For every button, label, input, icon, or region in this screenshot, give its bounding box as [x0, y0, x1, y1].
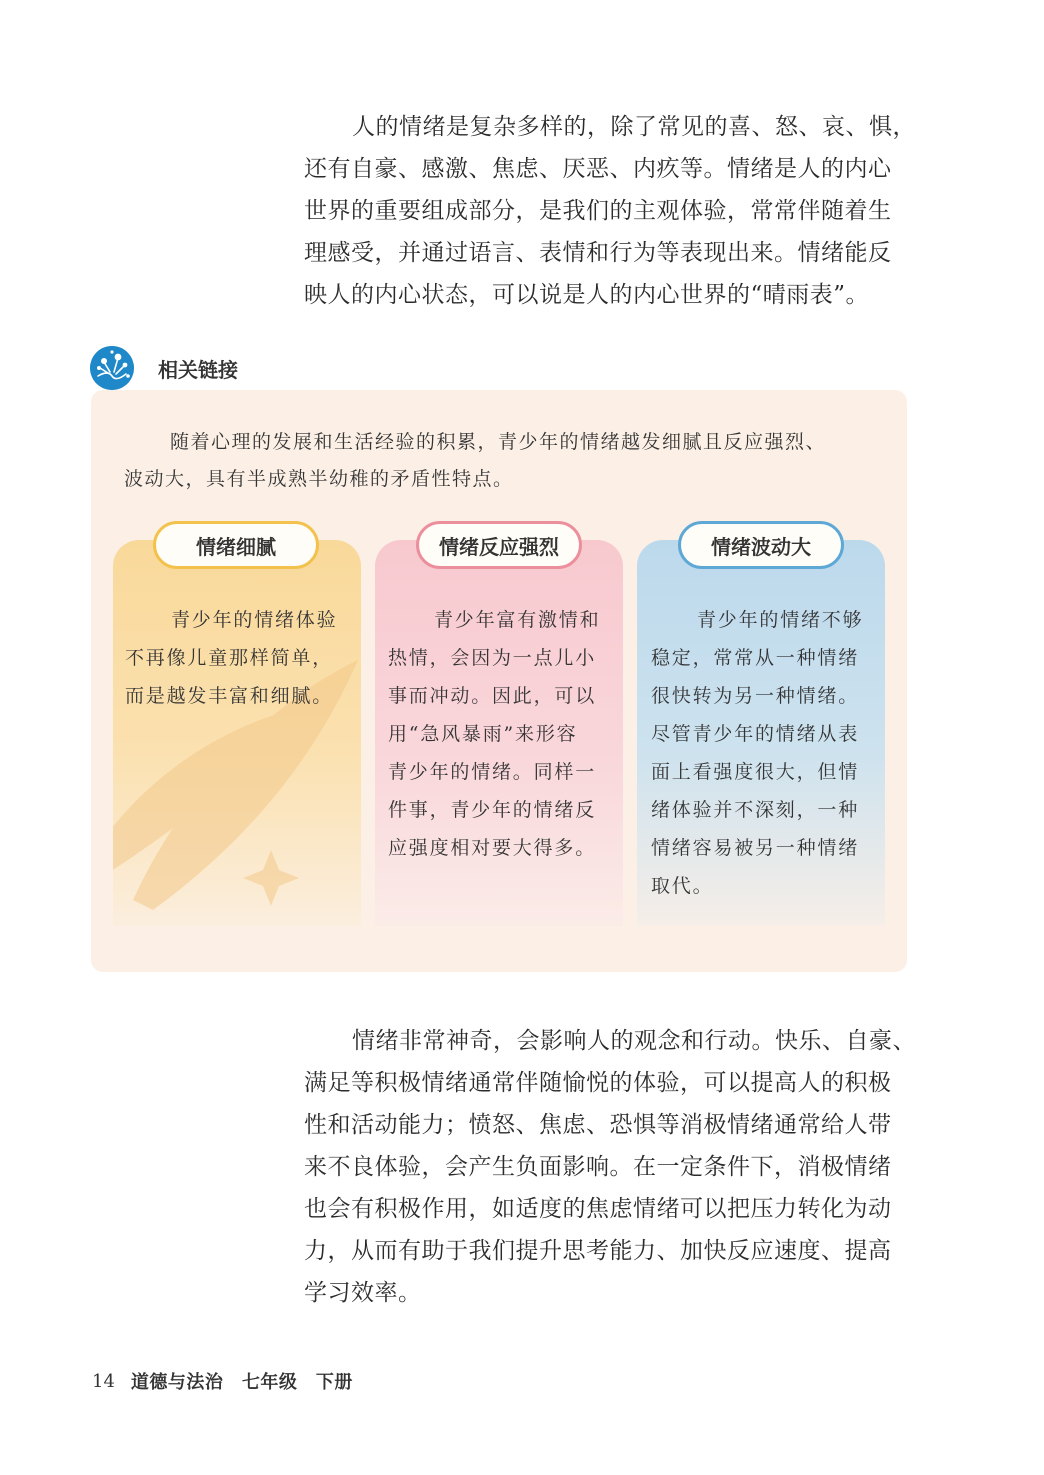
- card-text-delicate: [125, 601, 337, 715]
- text-line: 情绪非常神奇，会影响人的观念和行动。快乐、自豪、: [352, 1028, 916, 1054]
- text-line: 满足等积极情绪通常伴随愉悦的体验，可以提高人的积极: [304, 1070, 892, 1096]
- body-paragraph-2: [304, 1020, 916, 1314]
- text-line: 世界的重要组成部分，是我们的主观体验，常常伴随着生: [304, 198, 892, 224]
- text-line: 理感受，并通过语言、表情和行为等表现出来。情绪能反: [304, 240, 892, 266]
- text-line: 情绪容易被另一种情绪: [651, 837, 860, 859]
- text-line: 热情，会因为一点儿小: [388, 647, 597, 669]
- text-line: 青少年富有激情和: [434, 609, 601, 631]
- text-line: 性和活动能力；愤怒、焦虑、恐惧等消极情绪通常给人带: [304, 1112, 892, 1138]
- text-line: 事而冲动。因此，可以: [388, 685, 597, 707]
- page-number: 14: [92, 1370, 115, 1392]
- text-line: 力，从而有助于我们提升思考能力、加快反应速度、提高: [304, 1238, 892, 1264]
- card-label-intense: 情绪反应强烈: [416, 521, 582, 569]
- page-footer: [92, 1368, 353, 1394]
- text-line: 青少年的情绪不够: [697, 609, 864, 631]
- section-title: 相关链接: [158, 357, 238, 382]
- related-links-header: [90, 345, 238, 391]
- text-line: 来不良体验，会产生负面影响。在一定条件下，消极情绪: [304, 1154, 892, 1180]
- card-label-delicate: 情绪细腻: [153, 521, 319, 569]
- card-label-fluctuating: 情绪波动大: [678, 521, 844, 569]
- text-line: 尽管青少年的情绪从表: [651, 723, 860, 745]
- text-line: 应强度相对要大得多。: [388, 837, 597, 859]
- text-line: 用“急风暴雨”来形容: [388, 723, 578, 745]
- feather-decoration: [113, 540, 361, 926]
- text-line: 随着心理的发展和生活经验的积累，青少年的情绪越发细腻且反应强烈、: [170, 431, 827, 453]
- card-text-fluctuating: [651, 601, 863, 905]
- text-line: 还有自豪、感激、焦虑、厌恶、内疚等。情绪是人的内心: [304, 156, 892, 182]
- text-line: 取代。: [651, 875, 714, 897]
- text-line: 青少年的情绪。同样一: [388, 761, 597, 783]
- intro-text: [124, 424, 884, 498]
- text-line: 映人的内心状态，可以说是人的内心世界的“晴雨表”。: [304, 282, 870, 308]
- text-line: 也会有积极作用，如适度的焦虑情绪可以把压力转化为动: [304, 1196, 892, 1222]
- card-text-intense: [388, 601, 600, 867]
- text-line: 件事，青少年的情绪反: [388, 799, 597, 821]
- text-line: 而是越发丰富和细腻。: [125, 685, 334, 707]
- text-line: 学习效率。: [304, 1280, 422, 1306]
- book-title: 道德与法治 七年级 下册: [130, 1372, 353, 1393]
- text-line: 不再像儿童那样简单，: [125, 647, 334, 669]
- text-line: 面上看强度很大，但情: [651, 761, 860, 783]
- text-line: 波动大，具有半成熟半幼稚的矛盾性特点。: [124, 468, 514, 490]
- card-delicate: [113, 540, 361, 926]
- body-paragraph-1: [304, 106, 916, 316]
- text-line: 人的情绪是复杂多样的，除了常见的喜、怒、哀、惧，: [352, 114, 916, 140]
- network-icon: [90, 346, 134, 390]
- text-line: 很快转为另一种情绪。: [651, 685, 860, 707]
- text-line: 稳定，常常从一种情绪: [651, 647, 860, 669]
- text-line: 青少年的情绪体验: [171, 609, 338, 631]
- text-line: 绪体验并不深刻，一种: [651, 799, 860, 821]
